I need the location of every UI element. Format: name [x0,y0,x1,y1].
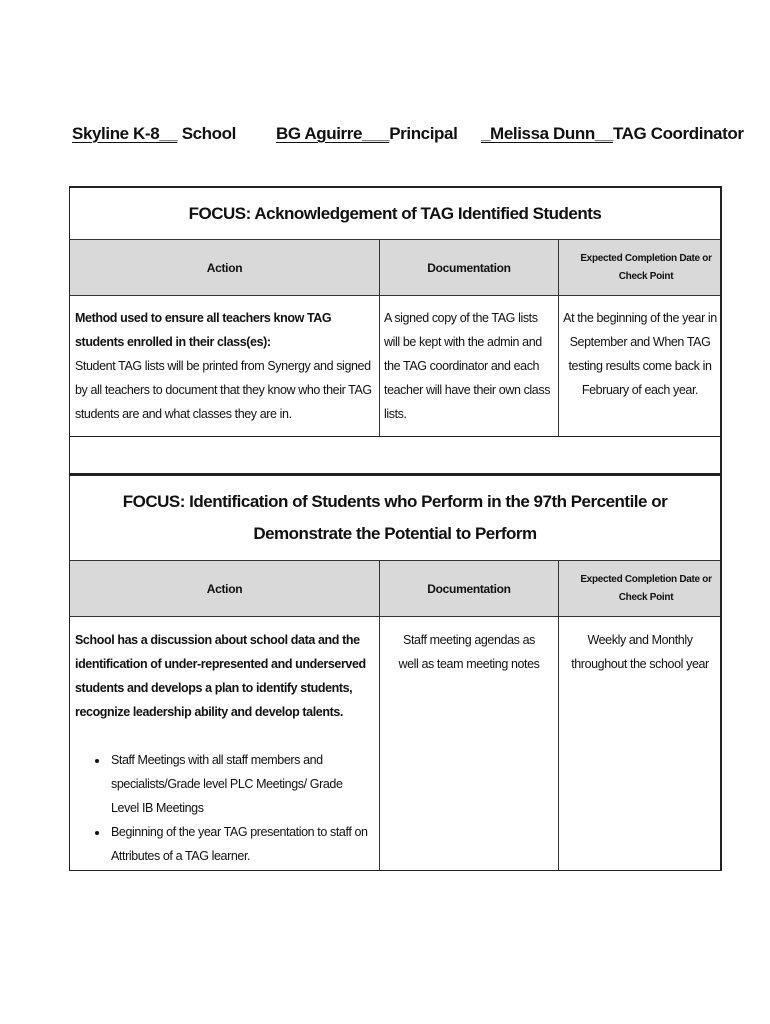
school-field [72,124,236,144]
list-item: • Staff Meetings with all staff members and specialists/Grade level PLC Meetings/ Grade Level IB Meetings [109,748,373,820]
section1-col-documentation: Documentation [427,260,511,275]
section1-action-heading: Method used to ensure all teachers know TAG students enrolled in their class(es): [75,311,332,349]
section1-divider-1 [379,239,380,436]
principal-field [276,124,457,144]
section1-expected-cell: At the beginning of the year in September and When TAG testing results come back in February of each year. [563,311,717,397]
list-item: • Beginning of the year TAG presentation to staff on Attributes of a TAG learner. [109,820,373,868]
coordinator-field [481,124,744,144]
principal-label: Principal [389,124,458,143]
section1-col-action: Action [206,260,243,275]
section2-action-heading: School has a discussion about school data and the identification of under-represented and underserved students and develops a plan to identify students, recognize leadership ability and develop talents. [75,633,366,719]
coordinator-label: TAG Coordinator [612,124,744,143]
section2-action-cell [75,628,373,868]
principal-name: BG Aguirre___ [276,124,390,143]
section2-expected-cell: Weekly and Monthly throughout the school year [571,633,709,671]
acknowledgement-table [69,186,722,438]
section2-col-expected: Expected Completion Date or Check Point [580,573,712,603]
section1-header-row [70,239,720,296]
section2-divider-1 [379,560,380,870]
section2-header-row [70,560,720,617]
school-name: Skyline K-8__ [72,124,178,143]
section2-action-list [75,748,373,868]
section1-col-expected: Expected Completion Date or Check Point [580,252,712,282]
section2-col-documentation: Documentation [427,581,511,596]
section1-action-cell [75,306,373,426]
section2-documentation-cell: Staff meeting agendas as well as team meeting notes [398,633,540,671]
section2-focus-title: FOCUS: Identification of Students who Perform in the 97th Percentile or Demonstrate the Potential to Perform [122,492,668,543]
section1-focus-title: FOCUS: Acknowledgement of TAG Identified Students [188,204,602,223]
table-spacer-row [69,437,722,475]
section2-divider-2 [558,560,559,870]
section2-col-action: Action [206,581,243,596]
header-line [72,124,744,148]
section1-documentation-cell: A signed copy of the TAG lists will be kept with the admin and the TAG coordinator and each teacher will have their own class lists. [384,311,551,421]
section1-divider-2 [558,239,559,436]
school-label: School [181,124,236,143]
identification-table [69,474,722,871]
coordinator-name: _Melissa Dunn__ [481,124,613,143]
section1-action-text: Student TAG lists will be printed from Synergy and signed by all teachers to document that they know who their TAG students are and what classes they are in. [75,359,372,421]
